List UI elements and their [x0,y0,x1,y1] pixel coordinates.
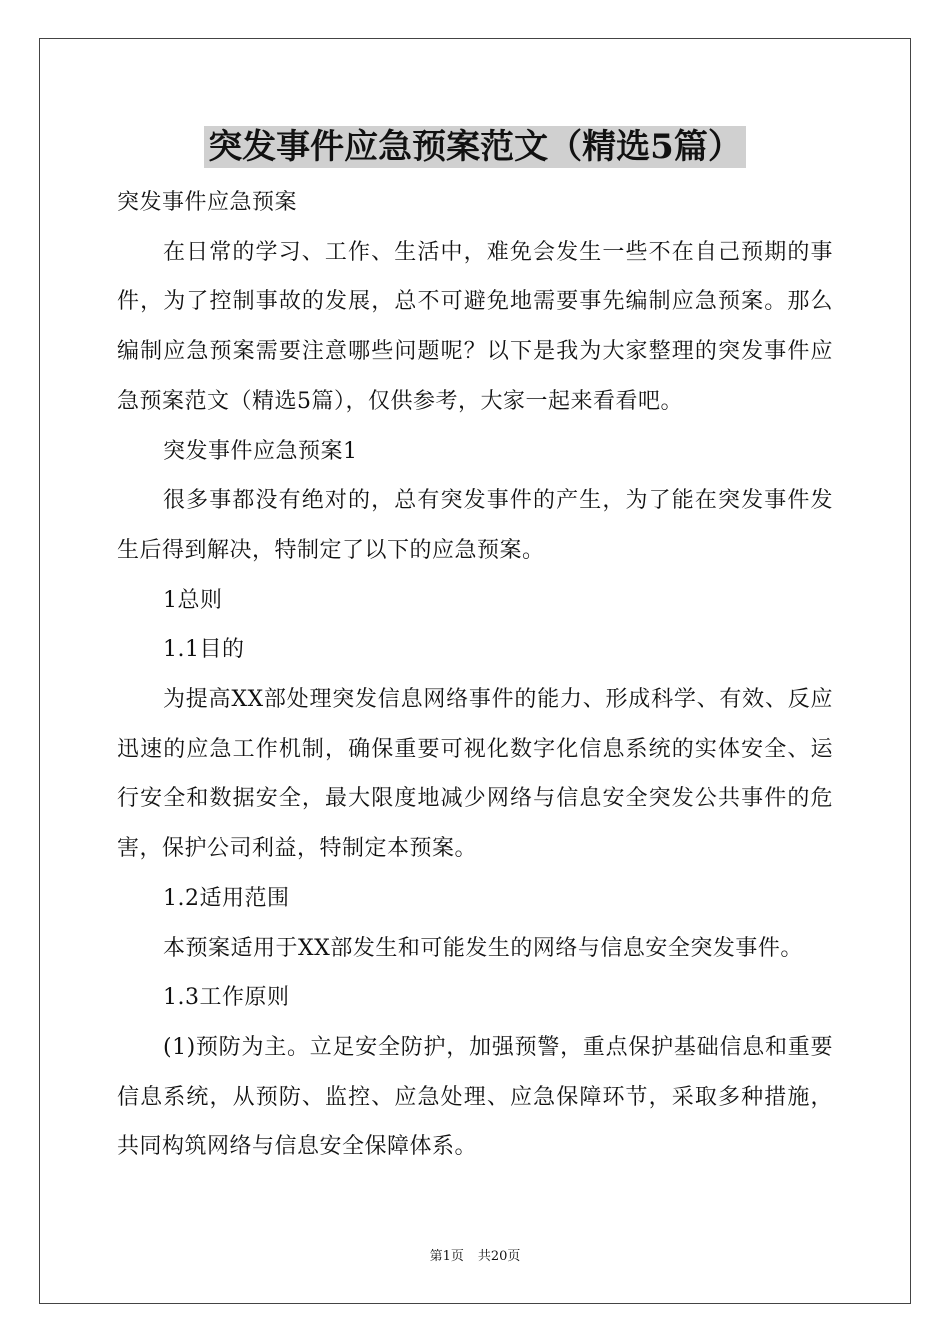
subsection-heading: 1.2适用范围 [163,885,290,911]
title-container [0,126,950,168]
intro-paragraph: 在日常的学习、工作、生活中，难免会发生一些不在自己预期的事件，为了控制事故的发展，总不可避免地需要事先编制应急预案。那么编制应急预案需要注意哪些问题呢？以下是我为大家整理的突发事件应急预案范文（精选5篇），仅供参考，大家一起来看看吧。 [117,239,833,414]
body-paragraph: 为提高XX部处理突发信息网络事件的能力、形成科学、有效、反应迅速的应急工作机制，确保重要可视化数字化信息系统的实体安全、运行安全和数据安全，最大限度地减少网络与信息安全突发公共事件的危害，保护公司利益，特制定本预案。 [117,687,833,862]
page-footer [0,1248,950,1266]
section-heading: 突发事件应急预案 [117,190,298,215]
body-paragraph: 很多事都没有绝对的，总有突发事件的产生，为了能在突发事件发生后得到解决，特制定了以下的应急预案。 [117,488,833,563]
body-paragraph: (1)预防为主。立足安全防护，加强预警，重点保护基础信息和重要信息系统，从预防、监控、应急处理、应急保障环节，采取多种措施，共同构筑网络与信息安全保障体系。 [117,1034,833,1160]
subsection-heading: 1.1目的 [163,637,245,663]
plan-heading: 突发事件应急预案1 [163,438,358,464]
chapter-heading: 1总则 [163,587,223,613]
document-body [117,178,833,1172]
page-total: 共20页 [477,1249,521,1264]
page-number: 第1页 [429,1249,464,1264]
body-paragraph: 本预案适用于XX部发生和可能发生的网络与信息安全突发事件。 [163,935,803,961]
subsection-heading: 1.3工作原则 [163,985,290,1011]
document-title: 突发事件应急预案范文（精选5篇） [204,126,746,168]
